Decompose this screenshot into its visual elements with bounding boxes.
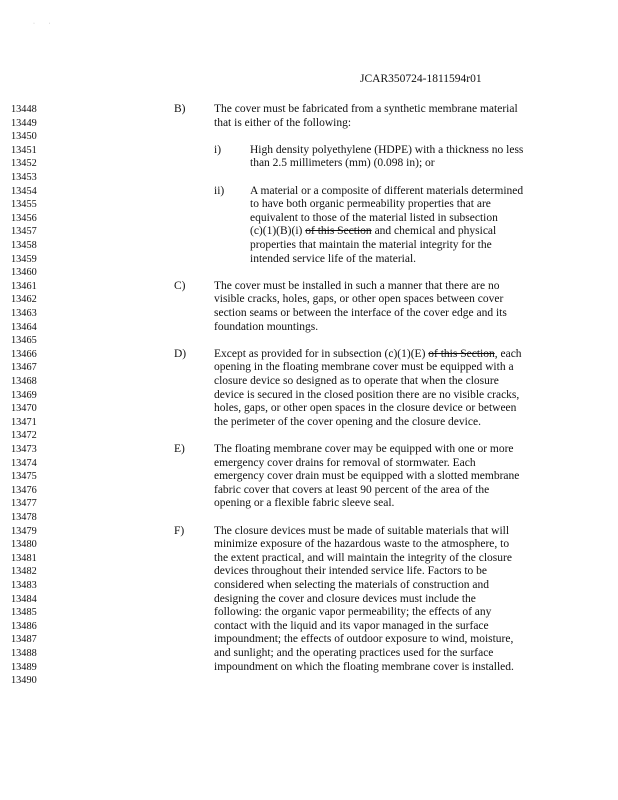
section-label-f: F): [174, 524, 185, 537]
section-d-text: , each: [494, 347, 522, 360]
line-number: 13454: [11, 185, 37, 197]
line-number: 13467: [11, 362, 37, 374]
section-f-line: impoundment on which the floating membrane cover is installed.: [214, 660, 514, 673]
line-number: 13459: [11, 253, 37, 265]
section-e-line: The floating membrane cover may be equipped with one or more: [214, 443, 514, 455]
section-f-line: and sunlight; and the operating practices used for the surface: [214, 647, 494, 659]
section-f-line: designing the cover and closure devices must include the: [214, 592, 476, 605]
section-f-line: the extent practical, and will maintain the integrity of the closure: [214, 551, 512, 564]
subsection-label-ii: ii): [214, 184, 225, 197]
line-number: 13475: [11, 471, 37, 483]
section-f-line: following: the organic vapor permeability; the effects of any: [214, 606, 492, 619]
line-number: 13479: [11, 525, 37, 537]
line-number: 13468: [11, 376, 37, 387]
section-f-line: devices throughout their intended service life. Factors to be: [214, 565, 488, 578]
section-e-line: emergency cover drains for removal of stormwater. Each: [214, 456, 476, 469]
section-d-line: device is secured in the closed position there are no visible cracks,: [214, 388, 520, 401]
line-number: 13486: [11, 620, 37, 632]
line-number: 13458: [11, 240, 37, 251]
line-number: 13473: [11, 444, 37, 455]
line-number: 13465: [11, 335, 37, 347]
section-f-line: The closure devices must be made of suitable materials that will: [214, 524, 510, 537]
section-b-line: The cover must be fabricated from a synthetic membrane material: [214, 103, 518, 115]
section-label-d: D): [174, 347, 187, 360]
section-e-line: emergency cover drain must be equipped with a slotted membrane: [214, 470, 520, 483]
subsection-ii-line: equivalent to those of the material listed in subsection: [250, 211, 498, 224]
line-number: 13456: [11, 212, 37, 224]
line-number: 13484: [11, 593, 37, 605]
line-number: 13449: [11, 117, 37, 129]
section-c-line: section seams or between the interface of the cover edge and its: [214, 307, 507, 319]
subsection-ii-line: to have both organic permeability properties that are: [250, 198, 491, 211]
line-number: 13448: [11, 104, 37, 115]
subsection-ii-line: properties that maintain the material integrity for the: [250, 239, 492, 251]
section-c-line: The cover must be installed in such a manner that there are no: [214, 279, 500, 292]
line-number: 13452: [11, 158, 37, 170]
scan-mark: · ·: [33, 21, 57, 27]
section-label-b: B): [174, 103, 186, 115]
section-b-line: that is either of the following:: [214, 116, 352, 129]
section-f-line: considered when selecting the materials of construction and: [214, 579, 489, 591]
section-f-line: minimize exposure of the hazardous waste to the atmosphere, to: [214, 538, 510, 551]
line-number: 13450: [11, 131, 37, 143]
subsection-ii-line: intended service life of the material.: [250, 252, 417, 265]
line-number: 13461: [11, 280, 37, 292]
subsection-label-i: i): [214, 143, 222, 156]
subsection-ii-line: A material or a composite of different materials determined: [250, 184, 524, 197]
line-number: 13462: [11, 294, 37, 306]
line-number: 13472: [11, 430, 37, 442]
line-number: 13485: [11, 607, 37, 619]
line-number: 13464: [11, 321, 37, 333]
line-number: 13469: [11, 389, 37, 401]
document-id-header: JCAR350724-1811594r01: [360, 73, 482, 85]
subsection-i-line: High density polyethylene (HDPE) with a thickness no less: [250, 143, 524, 156]
section-d-line: opening in the floating membrane cover must be equipped with a: [214, 361, 514, 374]
section-e-line: fabric cover that covers at least 90 percent of the area of the: [214, 483, 490, 496]
line-number: 13481: [11, 552, 37, 564]
line-number: 13478: [11, 512, 37, 523]
line-number: 13490: [11, 675, 37, 687]
line-number: 13488: [11, 648, 37, 659]
line-number: 13455: [11, 199, 37, 211]
line-number: 13463: [11, 308, 37, 319]
section-label-c: C): [174, 279, 186, 292]
line-number: 13476: [11, 484, 37, 496]
section-f-line: impoundment; the effects of outdoor exposure to wind, moisture,: [214, 633, 514, 646]
line-number: 13482: [11, 566, 37, 578]
subsection-ii-line-amended: [250, 225, 496, 239]
struck-text: of this Section: [305, 225, 372, 238]
subsection-i-line: than 2.5 millimeters (mm) (0.098 in); or: [250, 157, 435, 170]
section-e-line: opening or a flexible fabric sleeve seal.: [214, 497, 395, 510]
line-number: 13453: [11, 172, 37, 183]
line-number: 13487: [11, 634, 37, 646]
line-number: 13451: [11, 144, 37, 156]
section-d-line: closure device so designed as to operate that when the closure: [214, 375, 499, 387]
subsection-ii-text: (c)(1)(B)(i): [250, 225, 306, 238]
subsection-ii-text: and chemical and physical: [371, 225, 497, 238]
section-d-line-amended: [214, 348, 522, 362]
line-number: 13489: [11, 661, 37, 673]
line-number: 13460: [11, 267, 37, 279]
struck-text: of this Section: [428, 347, 495, 360]
section-d-line: holes, gaps, or other open spaces in the closure device or between: [214, 402, 517, 415]
line-number: 13474: [11, 457, 37, 469]
section-d-line: the perimeter of the cover opening and the closure device.: [214, 415, 481, 428]
section-label-e: E): [174, 443, 185, 455]
line-number: 13483: [11, 580, 37, 591]
line-number: 13477: [11, 498, 37, 510]
section-f-line: contact with the liquid and its vapor managed in the surface: [214, 619, 489, 632]
line-number: 13466: [11, 348, 37, 360]
line-number: 13480: [11, 539, 37, 551]
line-number: 13470: [11, 403, 37, 415]
line-number: 13471: [11, 416, 37, 428]
line-number: 13457: [11, 226, 37, 238]
section-c-line: foundation mountings.: [214, 320, 319, 333]
section-d-text: Except as provided for in subsection (c)(1)(E): [214, 347, 429, 360]
section-c-line: visible cracks, holes, gaps, or other open spaces between cover: [214, 293, 504, 306]
